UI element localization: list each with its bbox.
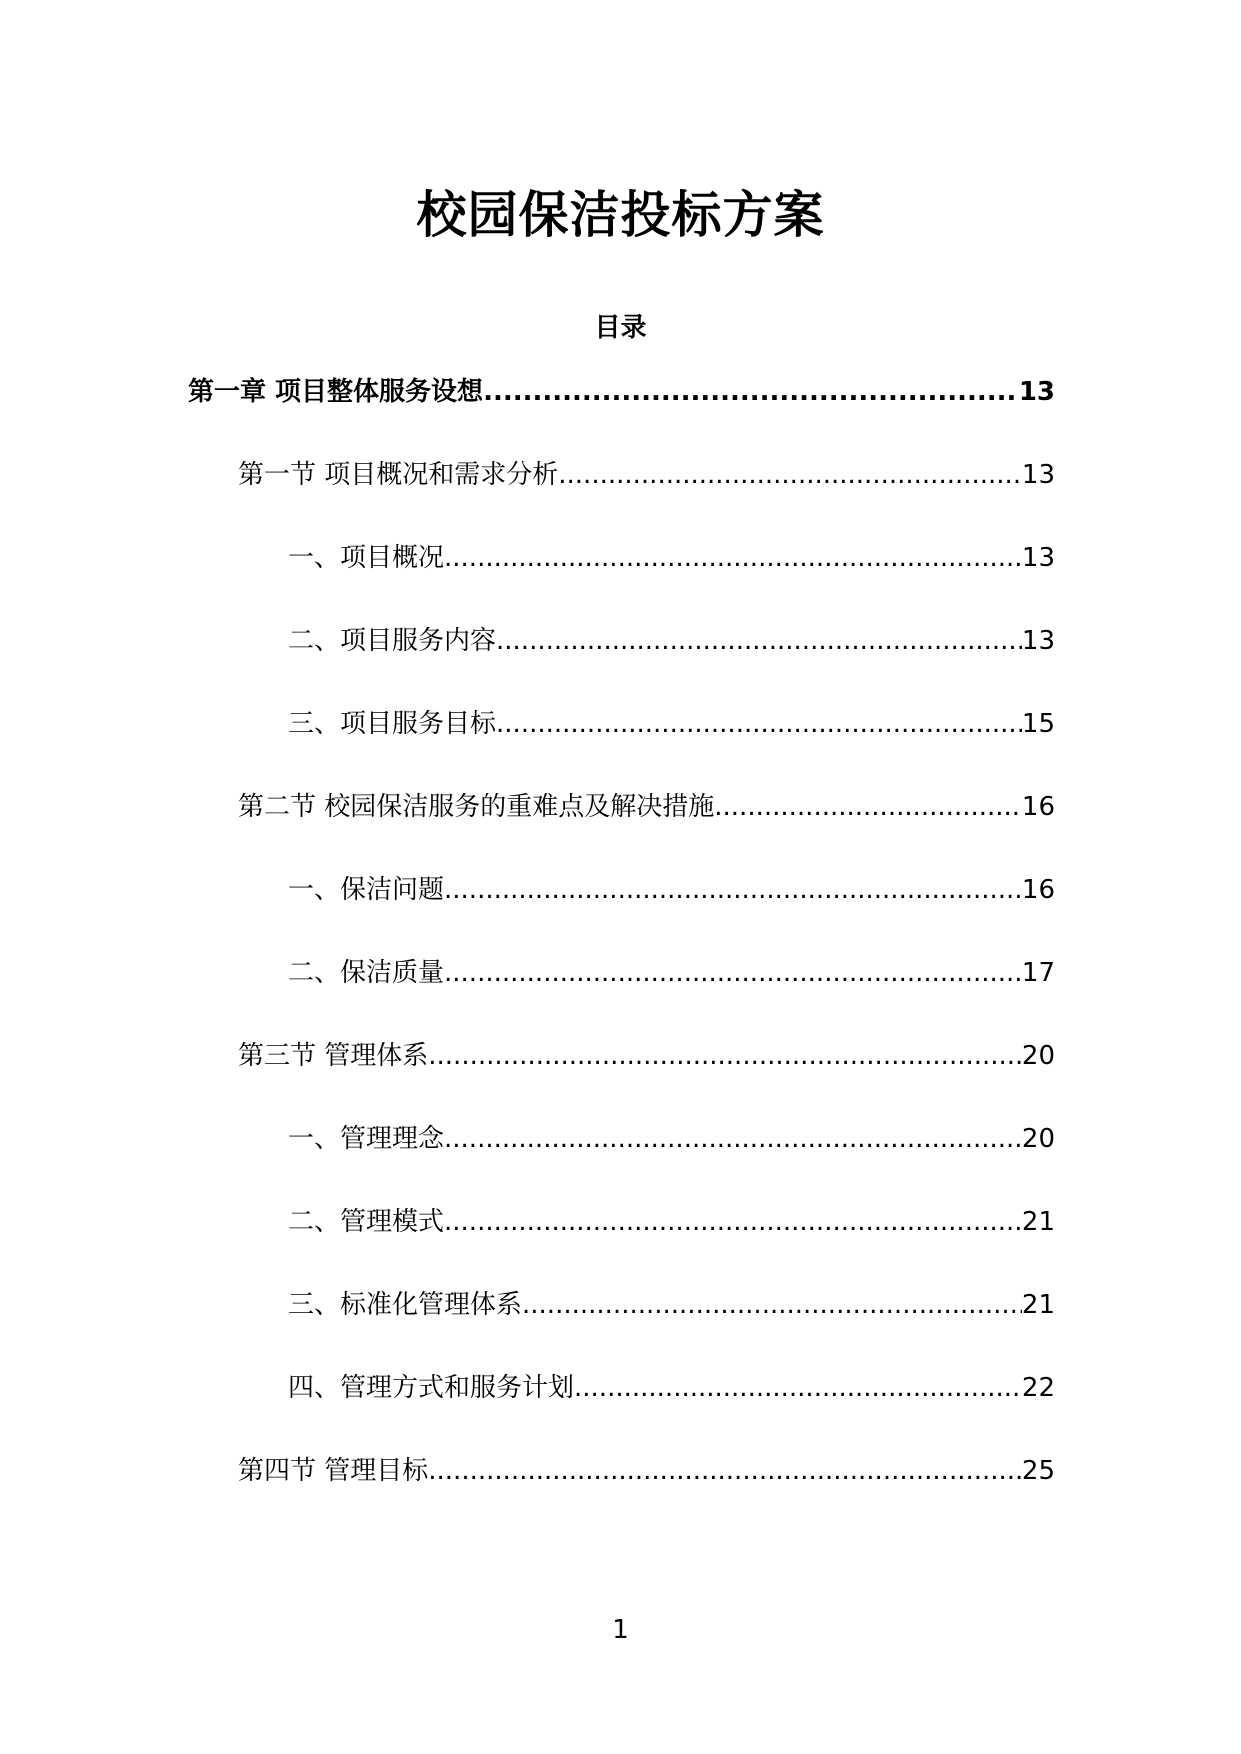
toc-entry-section-2[interactable] xyxy=(238,787,1055,827)
toc-leader-dots xyxy=(444,1202,1022,1242)
toc-entry-page: 21 xyxy=(1021,1290,1055,1320)
toc-entry-page: 20 xyxy=(1021,1124,1055,1154)
toc-leader-dots xyxy=(444,953,1022,993)
toc-entry-label: 第三节 管理体系 xyxy=(238,1041,429,1071)
toc-leader-dots xyxy=(574,1368,1022,1408)
toc-entry-subsection[interactable] xyxy=(288,1368,1055,1408)
toc-entry-subsection[interactable] xyxy=(288,538,1055,578)
toc-entry-section-1[interactable] xyxy=(238,455,1055,495)
toc-entry-label: 一、管理理念 xyxy=(288,1124,445,1154)
toc-entry-subsection[interactable] xyxy=(288,1285,1055,1325)
toc-entry-page: 21 xyxy=(1021,1207,1055,1237)
toc-entry-section-4[interactable] xyxy=(238,1451,1055,1491)
toc-leader-dots xyxy=(714,787,1022,827)
toc-entry-page: 16 xyxy=(1021,792,1055,822)
toc-entry-subsection[interactable] xyxy=(288,1202,1055,1242)
toc-entry-label: 第一章 项目整体服务设想 xyxy=(188,377,484,407)
toc-leader-dots xyxy=(558,455,1022,495)
toc-entry-page: 15 xyxy=(1021,709,1055,739)
toc-leader-dots xyxy=(522,1285,1022,1325)
toc-entry-page: 16 xyxy=(1021,875,1055,905)
toc-entry-label: 一、保洁问题 xyxy=(288,875,445,905)
toc-entry-section-3[interactable] xyxy=(238,1036,1055,1076)
toc-leader-dots xyxy=(428,1451,1022,1491)
toc-entry-label: 四、管理方式和服务计划 xyxy=(288,1373,575,1403)
toc-entry-label: 三、项目服务目标 xyxy=(288,709,497,739)
toc-entry-subsection[interactable] xyxy=(288,704,1055,744)
toc-entry-label: 二、管理模式 xyxy=(288,1207,445,1237)
toc-entry-page: 13 xyxy=(1018,377,1055,407)
toc-heading: 目录 xyxy=(594,313,647,343)
toc-leader-dots xyxy=(444,1119,1022,1159)
toc-leader-dots xyxy=(444,870,1022,910)
toc-entry-chapter-1[interactable] xyxy=(188,372,1055,412)
toc-entry-subsection[interactable] xyxy=(288,870,1055,910)
toc-leader-dots xyxy=(483,372,1019,412)
toc-entry-page: 20 xyxy=(1021,1041,1055,1071)
toc-entry-subsection[interactable] xyxy=(288,621,1055,661)
page-number: 1 xyxy=(612,1615,629,1645)
toc-entry-page: 25 xyxy=(1021,1456,1055,1486)
toc-entry-label: 第四节 管理目标 xyxy=(238,1456,429,1486)
toc-entry-page: 17 xyxy=(1021,958,1055,988)
toc-entry-subsection[interactable] xyxy=(288,1119,1055,1159)
toc-entry-label: 三、标准化管理体系 xyxy=(288,1290,523,1320)
toc-entry-page: 13 xyxy=(1021,626,1055,656)
toc-leader-dots xyxy=(496,704,1022,744)
toc-leader-dots xyxy=(428,1036,1022,1076)
toc-entry-label: 第二节 校园保洁服务的重难点及解决措施 xyxy=(238,792,715,822)
toc-entry-label: 二、保洁质量 xyxy=(288,958,445,988)
document-title: 校园保洁投标方案 xyxy=(416,186,825,244)
toc-entry-subsection[interactable] xyxy=(288,953,1055,993)
toc-entry-page: 13 xyxy=(1021,543,1055,573)
toc-entry-page: 22 xyxy=(1021,1373,1055,1403)
toc-entry-page: 13 xyxy=(1021,460,1055,490)
toc-entry-label: 第一节 项目概况和需求分析 xyxy=(238,460,559,490)
toc-leader-dots xyxy=(444,538,1022,578)
toc-leader-dots xyxy=(496,621,1022,661)
toc-entry-label: 一、项目概况 xyxy=(288,543,445,573)
toc-entry-label: 二、项目服务内容 xyxy=(288,626,497,656)
